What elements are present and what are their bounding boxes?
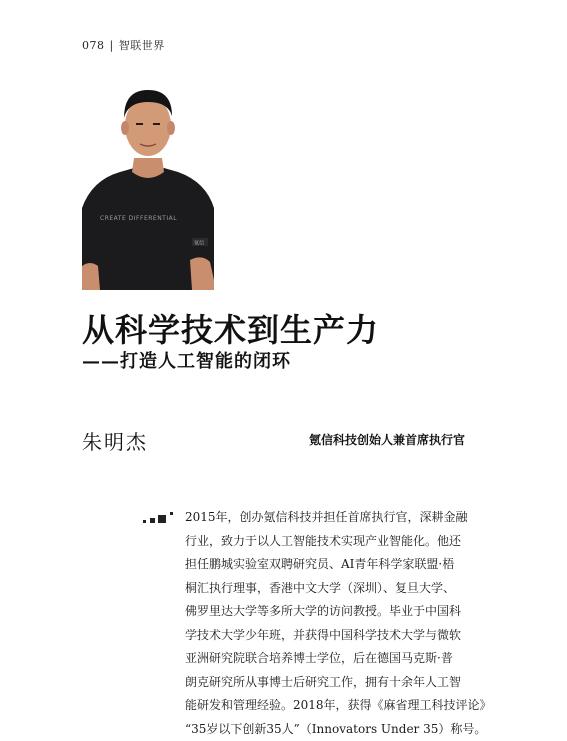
bio-line: 桐汇执行理事，香港中文大学（深圳）、复旦大学、: [185, 577, 467, 601]
bio-line: 能研发和管理经验。2018年，获得《麻省理工科技评论》: [185, 694, 467, 718]
author-name: 朱明杰: [82, 426, 148, 455]
article-title: 从科学技术到生产力: [82, 305, 379, 351]
author-bio: [185, 506, 467, 741]
bio-line: 佛罗里达大学等多所大学的访问教授。毕业于中国科: [185, 600, 467, 624]
shirt-badge-text: 氪信: [194, 240, 204, 247]
running-header: [82, 37, 165, 53]
article-subtitle: ——打造人工智能的闭环: [82, 347, 291, 373]
bio-line: 担任鹏城实验室双聘研究员、AI青年科学家联盟·梧: [185, 553, 467, 577]
author-portrait-image: [82, 80, 214, 290]
shirt-print-text: CREATE DIFFERENTIAL: [100, 215, 177, 222]
bio-line: 朗克研究所从事博士后研究工作，拥有十余年人工智: [185, 671, 467, 695]
header-separator: |: [110, 39, 114, 52]
bio-line: 2015年，创办氪信科技并担任首席执行官，深耕金融: [185, 506, 467, 530]
author-photo: [82, 80, 214, 290]
page-number: 078: [82, 39, 105, 52]
bio-line: “35岁以下创新35人”（Innovators Under 35）称号。: [185, 718, 467, 741]
bio-line: 亚洲研究院联合培养博士学位，后在德国马克斯·普: [185, 647, 467, 671]
bullet-square-icon: [143, 511, 183, 525]
book-title: 智联世界: [119, 39, 165, 52]
bio-line: 学技术大学少年班，并获得中国科学技术大学与微软: [185, 624, 467, 648]
author-role: 氪信科技创始人兼首席执行官: [309, 431, 465, 448]
bio-line: 行业，致力于以人工智能技术实现产业智能化。他还: [185, 530, 467, 554]
